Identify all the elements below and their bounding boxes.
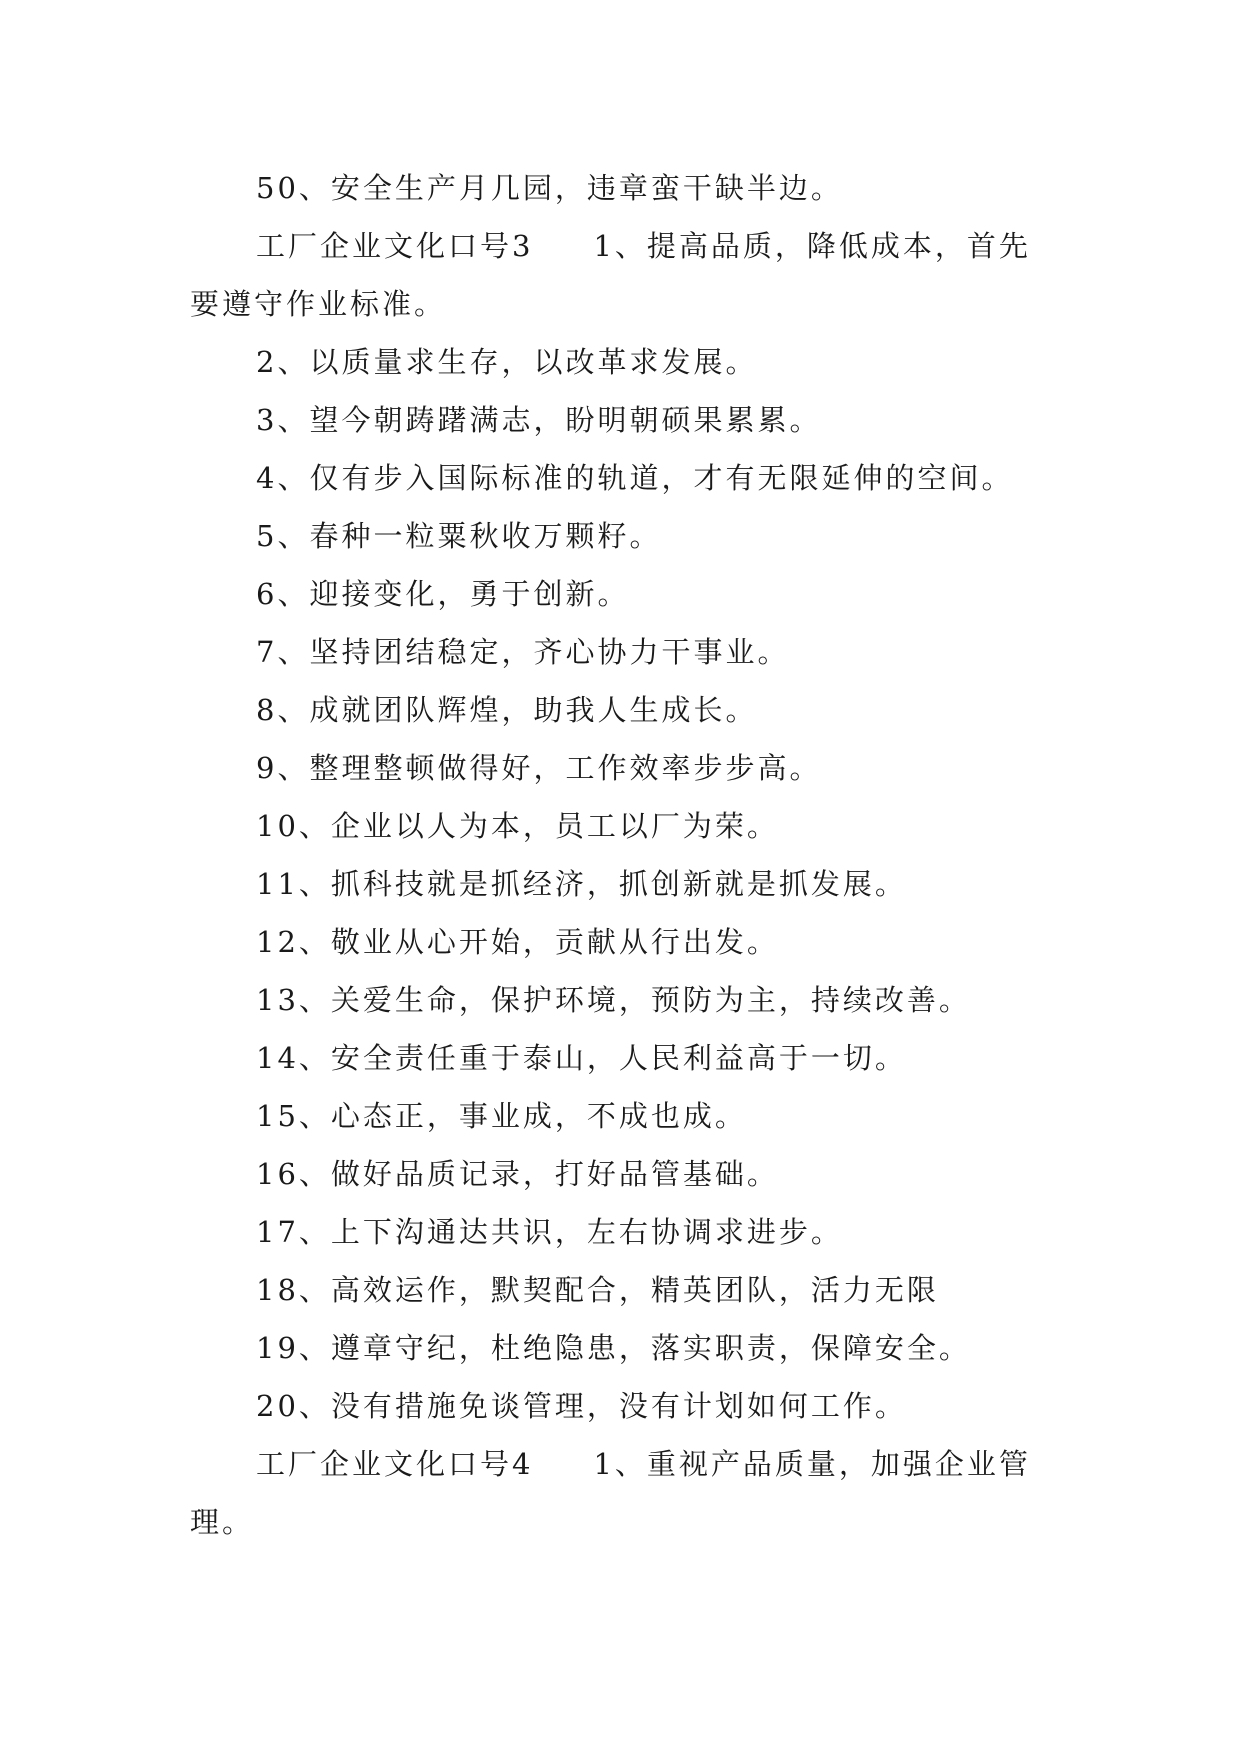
slogan-18: 18、高效运作，默契配合，精英团队，活力无限 <box>256 1273 939 1307</box>
slogan-9: 9、整理整顿做得好，工作效率步步高。 <box>256 751 822 785</box>
slogan-12: 12、敬业从心开始，贡献从行出发。 <box>256 925 779 959</box>
slogan-11: 11、抓科技就是抓经济，抓创新就是抓发展。 <box>256 867 907 901</box>
section-3-slogan-1: 1、提高品质，降低成本，首先要遵守作业标准。 <box>190 229 1031 321</box>
document-body <box>190 159 1060 1551</box>
slogan-2: 2、以质量求生存，以改革求发展。 <box>256 345 758 379</box>
slogan-7: 7、坚持团结稳定，齐心协力干事业。 <box>256 635 790 669</box>
slogan-14: 14、安全责任重于泰山，人民利益高于一切。 <box>256 1041 907 1075</box>
slogan-8: 8、成就团队辉煌，助我人生成长。 <box>256 693 758 727</box>
slogan-5: 5、春种一粒粟秋收万颗籽。 <box>256 519 662 553</box>
section-4-paragraph <box>190 1435 1060 1551</box>
slogan-16: 16、做好品质记录，打好品管基础。 <box>256 1157 779 1191</box>
section-3-paragraph <box>190 217 1060 333</box>
slogan-19: 19、遵章守纪，杜绝隐患，落实职责，保障安全。 <box>256 1331 971 1365</box>
slogan-17: 17、上下沟通达共识，左右协调求进步。 <box>256 1215 843 1249</box>
slogan-4: 4、仅有步入国际标准的轨道，才有无限延伸的空间。 <box>256 461 1014 495</box>
slogan-10: 10、企业以人为本，员工以厂为荣。 <box>256 809 779 843</box>
slogan-15: 15、心态正，事业成，不成也成。 <box>256 1099 747 1133</box>
slogan-3: 3、望今朝踌躇满志，盼明朝硕果累累。 <box>256 403 822 437</box>
section-3-heading: 工厂企业文化口号3 <box>256 229 534 263</box>
section-4-heading: 工厂企业文化口号4 <box>256 1447 534 1481</box>
slogan-13: 13、关爱生命，保护环境，预防为主，持续改善。 <box>256 983 971 1017</box>
section-4-slogan-1: 1、重视产品质量，加强企业管理。 <box>190 1447 1031 1539</box>
slogan-20: 20、没有措施免谈管理，没有计划如何工作。 <box>256 1389 907 1423</box>
slogan-6: 6、迎接变化，勇于创新。 <box>256 577 630 611</box>
slogan-50: 50、安全生产月几园，违章蛮干缺半边。 <box>256 171 843 205</box>
